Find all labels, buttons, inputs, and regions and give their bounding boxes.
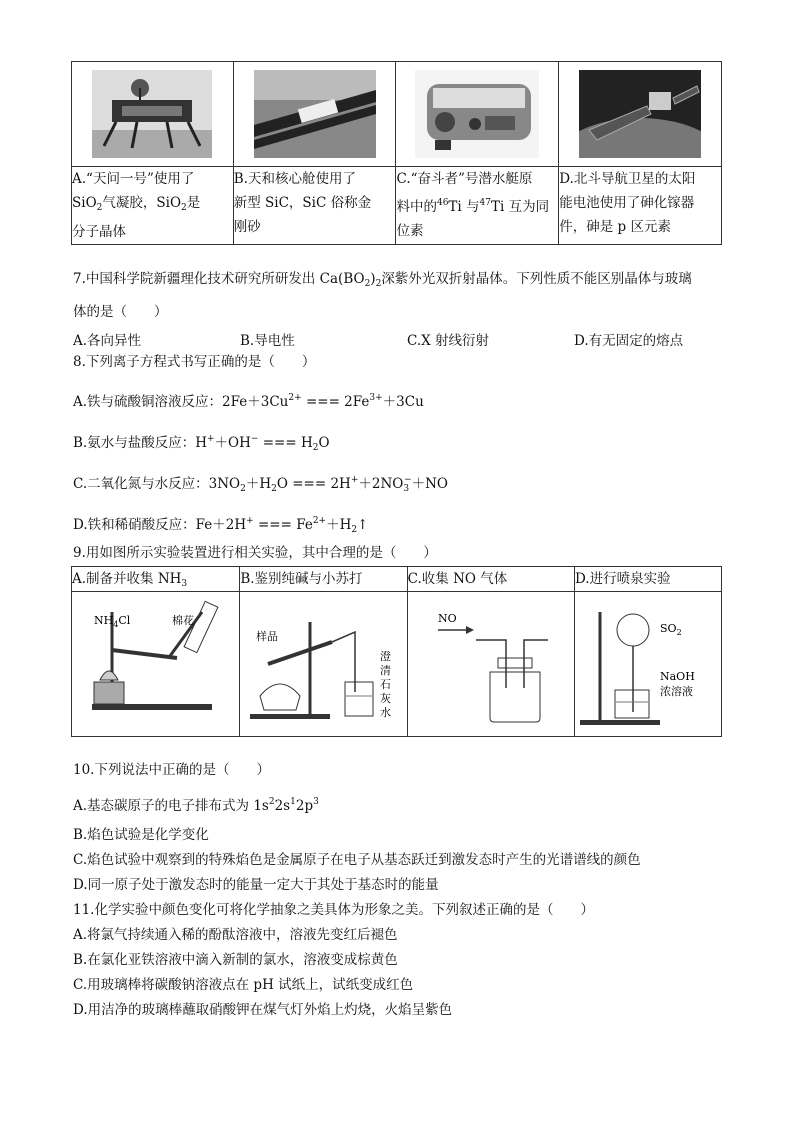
option-a-line3: 分子晶体 xyxy=(72,224,126,240)
ti47-mass: 47 xyxy=(479,198,491,208)
ammonia-apparatus-figure xyxy=(72,592,237,732)
q10-a-sup3: 3 xyxy=(313,797,319,807)
q8-b-sup1: + xyxy=(207,434,215,444)
q7-stem-line1 xyxy=(73,270,692,293)
apparatus-table xyxy=(71,566,722,737)
option-a-cell xyxy=(72,167,234,245)
fountain-apparatus-figure xyxy=(575,592,719,732)
q7-stem-line2: 体的是（ ） xyxy=(73,304,168,320)
q8-c-text4: ＋2NO xyxy=(358,476,404,492)
beidou-satellite-image xyxy=(579,70,701,158)
tianhe-station-image xyxy=(254,70,376,158)
q8-a-text2: === 2Fe xyxy=(301,394,370,410)
q8-option-d xyxy=(73,512,368,539)
limewater-char4: 灰 xyxy=(380,692,392,705)
q8-c-sub2: 2 xyxy=(271,484,277,494)
aerogel-text: 气凝胶，SiO xyxy=(102,195,182,211)
option-c-line3: 位素 xyxy=(396,223,424,239)
q9-label-b: B.鉴别纯碱与小苏打 xyxy=(240,567,407,592)
sio2-sub-2: 2 xyxy=(181,203,187,213)
option-a-line1: A.“天问一号”使用了 xyxy=(72,171,195,187)
q10-option-a xyxy=(73,793,319,815)
q8-d-sub1: 2 xyxy=(351,525,358,535)
option-b-line3: 刚砂 xyxy=(233,219,261,235)
q8-a-sup2: 3+ xyxy=(369,393,383,403)
shi-text: 是 xyxy=(186,195,201,211)
so2-label: $SO_2$ xyxy=(659,622,682,637)
q8-d-text4: ↑ xyxy=(357,517,369,533)
q11-option-d: D.用洁净的玻璃棒蘸取硝酸钾在煤气灯外焰上灼烧，火焰呈紫色 xyxy=(73,1002,453,1018)
q8-b-text2: ＋OH xyxy=(214,435,251,451)
option-a-line2 xyxy=(72,191,233,220)
q10-stem: 10.下列说法中正确的是（ ） xyxy=(73,762,270,778)
q10-option-d: D.同一原子处于激发态时的能量一定大于其处于基态时的能量 xyxy=(73,877,439,893)
option-d-line3: 件，砷是 p 区元素 xyxy=(559,219,671,235)
limewater-char5: 水 xyxy=(380,706,392,719)
q8-d-text1: D.铁和稀硝酸反应：Fe＋2H xyxy=(73,517,247,533)
option-c-line2 xyxy=(396,191,558,219)
q8-d-text2: === Fe xyxy=(253,517,313,533)
q8-a-text1: A.铁与硫酸铜溶液反应：2Fe＋3Cu xyxy=(73,394,289,410)
q9-a-sub: 3 xyxy=(181,579,188,589)
q8-b-text3: === H xyxy=(258,435,313,451)
q11-stem: 11.化学实验中颜色变化可将化学抽象之美具体为形象之美。下列叙述正确的是（ ） xyxy=(73,902,594,918)
q7-text-e: 深紫外光双折射晶体。下列性质不能区别晶体与玻璃 xyxy=(381,271,692,287)
fig-b-cell xyxy=(240,592,407,737)
tianhe-image-cell xyxy=(233,62,396,167)
q10-a-sup2: 1 xyxy=(290,797,296,807)
naoh-label: NaOH xyxy=(659,670,695,683)
fig-c-cell xyxy=(407,592,574,737)
q8-b-text1: B.氨水与盐酸反应：H xyxy=(73,435,207,451)
q9-a-text: A.制备并收集 NH xyxy=(72,571,182,587)
q7-text-c: ) xyxy=(370,271,376,287)
q9-label-d: D.进行喷泉实验 xyxy=(574,567,721,592)
q8-c-sub1: 2 xyxy=(240,484,246,494)
tianwen-image-cell xyxy=(72,62,234,167)
q10-a-text1: A.基态碳原子的电子排布式为 1s xyxy=(73,798,269,814)
q11-option-a: A.将氯气持续通入稀的酚酞溶液中，溶液先变红后褪色 xyxy=(73,927,398,943)
q8-b-sub1: 2 xyxy=(312,443,319,453)
limewater-char2: 清 xyxy=(380,664,392,677)
q10-option-c: C.焰色试验中观察到的特殊焰色是金属原子在电子从基态跃迁到激发态时产生的光谱谱线的颜色 xyxy=(73,852,641,868)
q8-c-text3: O === 2H xyxy=(276,476,351,492)
sio2-sub: 2 xyxy=(96,203,103,213)
q8-b-sup2: − xyxy=(250,434,259,444)
fig-d-cell xyxy=(574,592,721,737)
no-gas-apparatus-figure xyxy=(408,592,572,732)
ti-text-2: Ti 互为同 xyxy=(491,199,550,215)
q8-option-b xyxy=(73,430,330,457)
fendouzhe-submersible-image xyxy=(415,70,539,158)
q8-b-text4: O xyxy=(318,435,330,451)
q8-a-text3: ＋3Cu xyxy=(382,394,424,410)
option-c-line1: C.“奋斗者”号潜水艇原 xyxy=(396,171,533,187)
q7-option-c: C.X 射线衍射 xyxy=(407,333,490,349)
ti-text: Ti 与 xyxy=(448,199,480,215)
soda-apparatus-figure xyxy=(240,592,404,732)
q8-c-text5: ＋NO xyxy=(411,476,449,492)
q7-option-b: B.导电性 xyxy=(240,333,295,349)
q9-stem: 9.用如图所示实验装置进行相关实验，其中合理的是（ ） xyxy=(73,545,437,561)
sample-label: 样品 xyxy=(256,630,279,643)
cotton-label: 棉花 xyxy=(172,614,194,627)
q10-a-text2: 2s xyxy=(274,798,291,814)
q8-c-text1: C.二氧化氮与水反应：3NO xyxy=(73,476,241,492)
q10-option-b: B.焰色试验是化学变化 xyxy=(73,827,209,843)
option-d-line2: 能电池使用了砷化镓器 xyxy=(559,195,695,211)
no-label: NO xyxy=(437,612,457,625)
q8-c-sup2: − xyxy=(404,475,412,485)
option-b-line1: B.天和核心舱使用了 xyxy=(233,171,356,187)
q8-d-text3: ＋H xyxy=(326,517,352,533)
option-d-cell xyxy=(559,167,722,245)
q8-option-c xyxy=(73,471,448,498)
q7-sub-1: 2 xyxy=(364,279,371,289)
q10-a-sup1: 2 xyxy=(268,797,275,807)
q8-d-sup1: + xyxy=(246,516,254,526)
liao-text: 料中的 xyxy=(396,199,437,215)
q8-c-sub3: 3 xyxy=(403,484,410,494)
beidou-image-cell xyxy=(559,62,722,167)
limewater-char3: 石 xyxy=(380,678,392,691)
fendouzhe-image-cell xyxy=(396,62,559,167)
q9-label-c: C.收集 NO 气体 xyxy=(407,567,574,592)
q8-c-text2: ＋H xyxy=(245,476,272,492)
ti46-mass: 46 xyxy=(436,198,449,208)
limewater-char1: 澄 xyxy=(380,650,392,663)
q11-option-c: C.用玻璃棒将碳酸钠溶液点在 pH 试纸上，试纸变成红色 xyxy=(73,977,414,993)
option-b-line2: 新型 SiC，SiC 俗称金 xyxy=(233,195,372,211)
sio2-text: SiO xyxy=(72,195,97,211)
option-d-line1: D.北斗导航卫星的太阳 xyxy=(559,171,696,187)
q8-d-sup2: 2+ xyxy=(312,516,327,526)
q7-option-a: A.各向异性 xyxy=(73,333,142,349)
q10-a-text3: 2p xyxy=(295,798,314,814)
q8-stem: 8.下列离子方程式书写正确的是（ ） xyxy=(73,354,316,370)
tianwen-lander-image xyxy=(92,70,212,158)
q7-option-d: D.有无固定的熔点 xyxy=(574,333,684,349)
q8-c-sup1: + xyxy=(350,475,359,485)
q9-label-a xyxy=(72,567,240,592)
q7-text-a: 7.中国科学院新疆理化技术研究所研发出 Ca(BO xyxy=(73,271,365,287)
nh4cl-label: $NH_4Cl$ xyxy=(94,614,131,629)
option-b-cell xyxy=(233,167,396,245)
q8-a-sup1: 2+ xyxy=(288,393,302,403)
q8-option-a xyxy=(73,389,424,411)
option-c-cell xyxy=(396,167,559,245)
fig-a-cell xyxy=(72,592,240,737)
q11-option-b: B.在氯化亚铁溶液中滴入新制的氯水，溶液变成棕黄色 xyxy=(73,952,398,968)
q7-sub-2: 2 xyxy=(375,279,382,289)
conc-solution-label: 浓溶液 xyxy=(659,685,693,698)
spacecraft-table xyxy=(71,61,722,245)
